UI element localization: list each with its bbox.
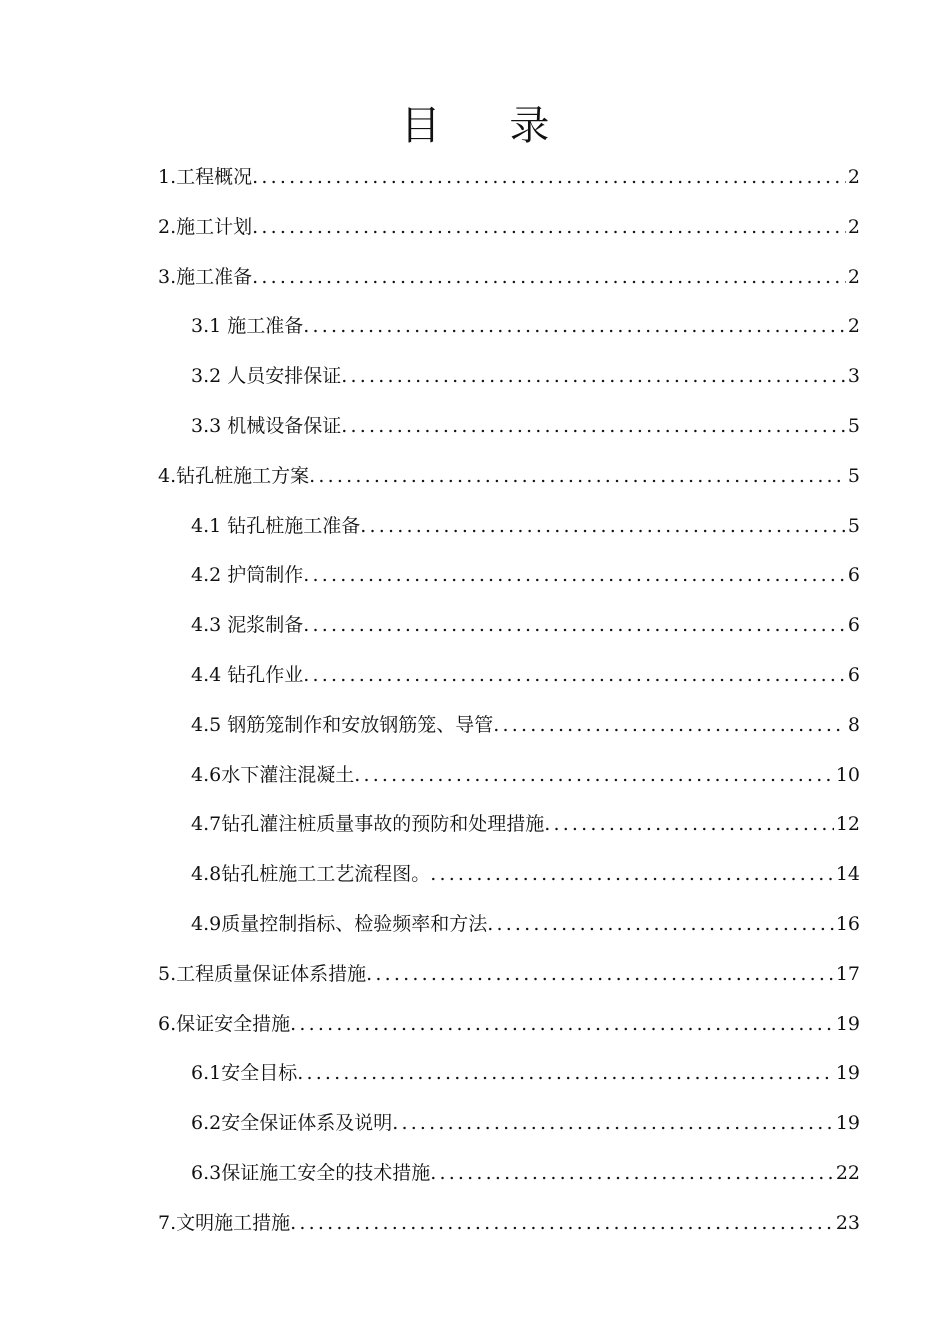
toc-entry-text: 4.1 钻孔桩施工准备 — [191, 514, 361, 537]
toc-leader-dots — [303, 651, 846, 701]
toc-entry-text: 4.4 钻孔作业 — [191, 663, 304, 686]
toc-leader-dots — [392, 1099, 834, 1149]
toc-entry-page: 17 — [835, 962, 860, 985]
toc-entry — [158, 1199, 860, 1249]
toc-entry-text: 6.2安全保证体系及说明 — [191, 1112, 393, 1135]
toc-leader-dots — [252, 153, 846, 203]
toc-title: 目 录 — [400, 103, 578, 149]
toc-entry-text: 1.工程概况 — [158, 166, 253, 188]
toc-entry-text: 6.保证安全措施 — [158, 1012, 291, 1035]
toc-entry-page: 2 — [847, 215, 860, 238]
toc-entry-text: 4.6水下灌注混凝土 — [191, 763, 355, 786]
toc-entry — [158, 1149, 860, 1199]
toc-entry-page: 2 — [847, 166, 860, 188]
toc-entry-text: 3.3 机械设备保证 — [191, 414, 342, 437]
toc-entry — [158, 950, 860, 1000]
toc-entry-page: 19 — [835, 1062, 860, 1085]
toc-entry-page: 22 — [835, 1161, 860, 1184]
toc-leader-dots — [290, 1000, 834, 1050]
toc-entry-page: 23 — [835, 1211, 860, 1234]
toc-entry — [158, 900, 860, 950]
toc-leader-dots — [303, 551, 846, 601]
toc-entry-page: 10 — [835, 763, 860, 786]
toc-entry-page: 6 — [847, 614, 860, 637]
toc-leader-dots — [366, 950, 834, 1000]
toc-leader-dots — [430, 850, 834, 900]
toc-leader-dots — [309, 452, 846, 502]
toc-entry-text: 6.1安全目标 — [191, 1062, 298, 1085]
toc-entry-page: 19 — [835, 1012, 860, 1035]
toc-entry-page: 5 — [847, 514, 860, 537]
toc-leader-dots — [303, 302, 846, 352]
toc-entry — [158, 751, 860, 801]
toc-leader-dots — [341, 402, 846, 452]
toc-entry — [158, 302, 860, 352]
toc-entry-text: 4.钻孔桩施工方案 — [158, 464, 310, 487]
toc-leader-dots — [544, 800, 834, 850]
toc-entry-text: 4.7钻孔灌注桩质量事故的预防和处理措施 — [191, 813, 545, 836]
toc-entry — [158, 1049, 860, 1099]
toc-entry — [158, 850, 860, 900]
toc-entry-text: 4.2 护筒制作 — [191, 564, 304, 587]
toc-entry — [158, 203, 860, 253]
toc-leader-dots — [290, 1199, 834, 1249]
toc-leader-dots — [493, 701, 846, 751]
toc-list — [158, 153, 860, 1249]
toc-entry — [158, 651, 860, 701]
toc-entry — [158, 701, 860, 751]
toc-entry-page: 12 — [835, 813, 860, 836]
toc-leader-dots — [252, 253, 846, 303]
toc-entry — [158, 402, 860, 452]
toc-leader-dots — [360, 502, 846, 552]
toc-entry-text: 2.施工计划 — [158, 215, 253, 238]
toc-entry-text: 4.9质量控制指标、检验频率和方法 — [191, 912, 488, 935]
toc-entry — [158, 352, 860, 402]
toc-leader-dots — [354, 751, 834, 801]
toc-entry — [158, 1099, 860, 1149]
toc-entry — [158, 452, 860, 502]
toc-leader-dots — [303, 601, 846, 651]
toc-entry-page: 6 — [847, 564, 860, 587]
toc-entry-page: 8 — [847, 713, 860, 736]
toc-entry-page: 3 — [847, 365, 860, 388]
toc-entry-text: 7.文明施工措施 — [158, 1211, 291, 1234]
toc-entry — [158, 800, 860, 850]
toc-entry-text: 4.3 泥浆制备 — [191, 614, 304, 637]
toc-leader-dots — [297, 1049, 834, 1099]
toc-entry-text: 3.施工准备 — [158, 265, 253, 288]
toc-entry — [158, 551, 860, 601]
toc-entry-text: 3.1 施工准备 — [191, 315, 304, 338]
toc-entry-text: 4.8钻孔桩施工工艺流程图。 — [191, 863, 431, 886]
toc-entry — [158, 601, 860, 651]
toc-entry-page: 2 — [847, 265, 860, 288]
toc-entry-text: 6.3保证施工安全的技术措施 — [191, 1161, 431, 1184]
toc-entry — [158, 153, 860, 203]
toc-entry — [158, 502, 860, 552]
toc-entry-page: 5 — [847, 464, 860, 487]
toc-entry-text: 3.2 人员安排保证 — [191, 365, 342, 388]
toc-leader-dots — [430, 1149, 834, 1199]
toc-entry-text: 5.工程质量保证体系措施 — [158, 962, 367, 985]
toc-entry-page: 16 — [835, 912, 860, 935]
toc-leader-dots — [252, 203, 846, 253]
toc-entry-page: 5 — [847, 414, 860, 437]
toc-entry-text: 4.5 钢筋笼制作和安放钢筋笼、导管 — [191, 713, 494, 736]
toc-entry — [158, 253, 860, 303]
toc-leader-dots — [487, 900, 834, 950]
toc-entry-page: 6 — [847, 663, 860, 686]
toc-entry-page: 19 — [835, 1112, 860, 1135]
toc-entry-page: 14 — [835, 863, 860, 886]
toc-entry — [158, 1000, 860, 1050]
toc-entry-page: 2 — [847, 315, 860, 338]
toc-leader-dots — [341, 352, 846, 402]
